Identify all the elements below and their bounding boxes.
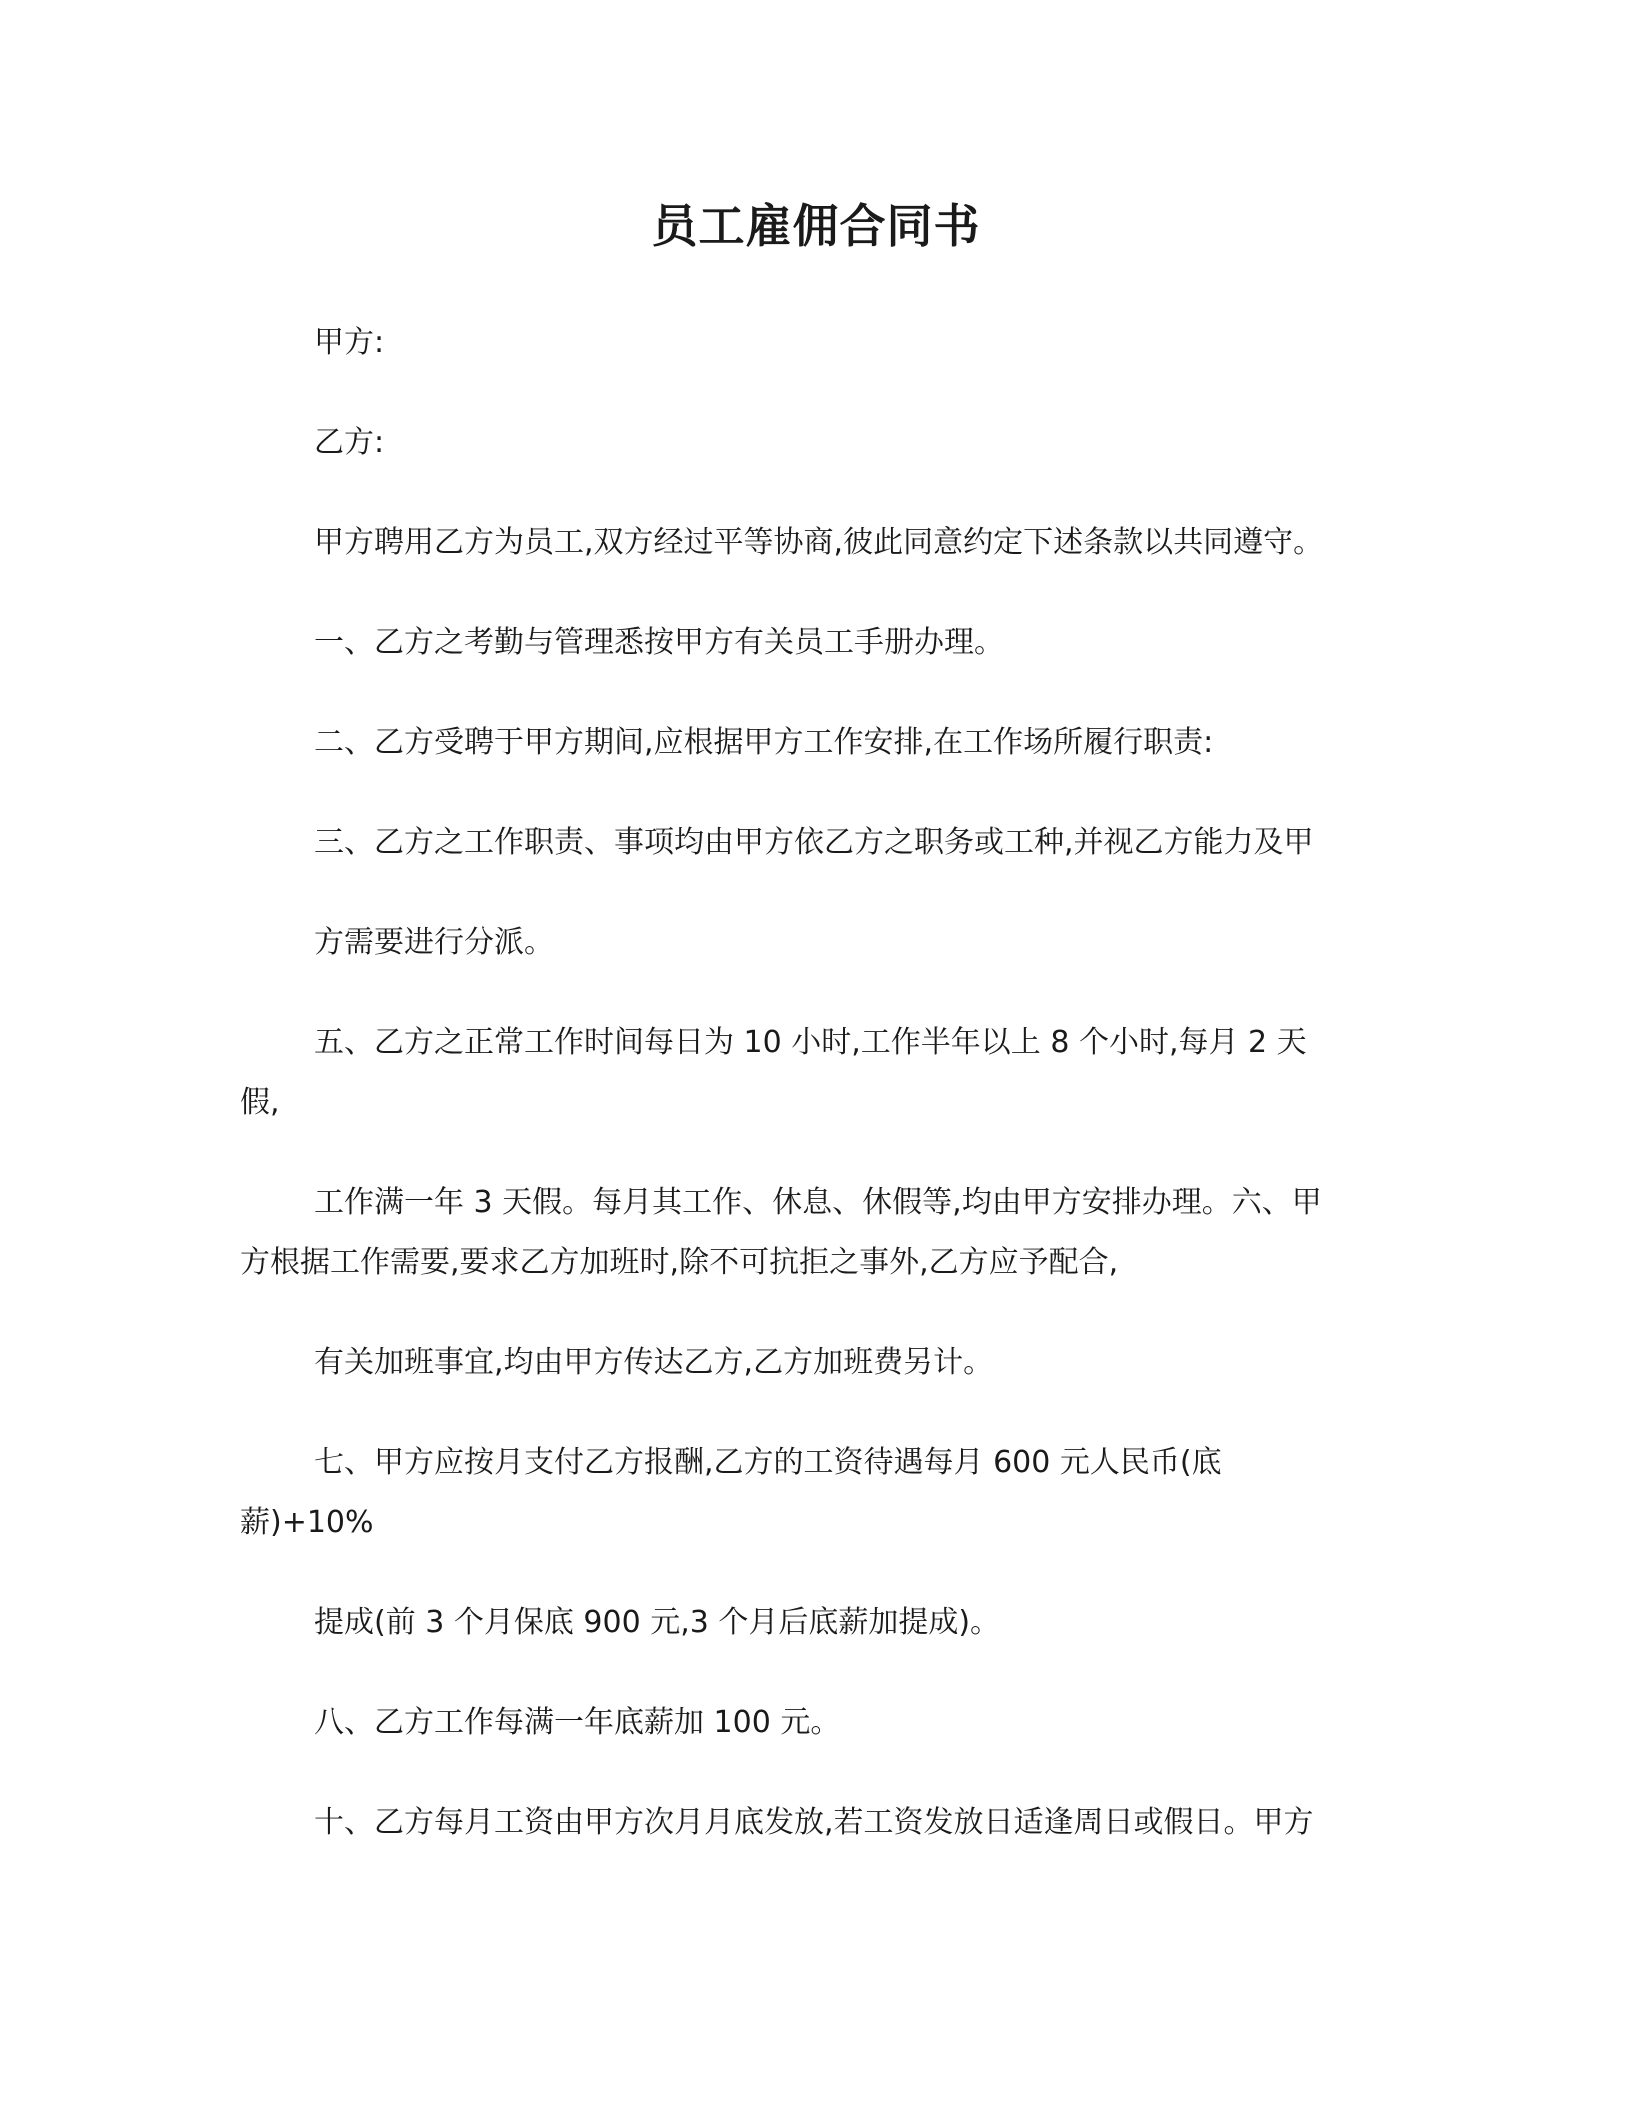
clause-5-line-1: 五、乙方之正常工作时间每日为 10 小时,工作半年以上 8 个小时,每月 2 天 <box>314 1025 1307 1060</box>
clause-5-line-2: 假, <box>240 1085 280 1120</box>
clause-7-line-3: 提成(前 3 个月保底 900 元,3 个月后底薪加提成)。 <box>314 1605 1001 1640</box>
clause-3-line-2: 方需要进行分派。 <box>314 925 554 960</box>
clause-2: 二、乙方受聘于甲方期间,应根据甲方工作安排,在工作场所履行职责: <box>314 725 1214 760</box>
party-a-label: 甲方: <box>314 325 385 360</box>
clause-10-line-1: 十、乙方每月工资由甲方次月月底发放,若工资发放日适逢周日或假日。甲方 <box>314 1805 1314 1840</box>
clause-1: 一、乙方之考勤与管理悉按甲方有关员工手册办理。 <box>314 625 1004 660</box>
clause-3-line-1: 三、乙方之工作职责、事项均由甲方依乙方之职务或工种,并视乙方能力及甲 <box>314 825 1314 860</box>
clause-5-line-3: 工作满一年 3 天假。每月其工作、休息、休假等,均由甲方安排办理。六、甲 <box>314 1185 1322 1220</box>
clause-6-line-1: 方根据工作需要,要求乙方加班时,除不可抗拒之事外,乙方应予配合, <box>240 1245 1119 1280</box>
clause-7-line-1: 七、甲方应按月支付乙方报酬,乙方的工资待遇每月 600 元人民币(底 <box>314 1445 1222 1480</box>
party-b-label: 乙方: <box>314 425 385 460</box>
clause-8: 八、乙方工作每满一年底薪加 100 元。 <box>314 1705 841 1740</box>
clause-6-line-2: 有关加班事宜,均由甲方传达乙方,乙方加班费另计。 <box>314 1345 994 1380</box>
clause-7-line-2: 薪)+10% <box>240 1505 374 1540</box>
preamble-text: 甲方聘用乙方为员工,双方经过平等协商,彼此同意约定下述条款以共同遵守。 <box>314 525 1324 560</box>
document-title: 员工雇佣合同书 <box>651 199 981 253</box>
